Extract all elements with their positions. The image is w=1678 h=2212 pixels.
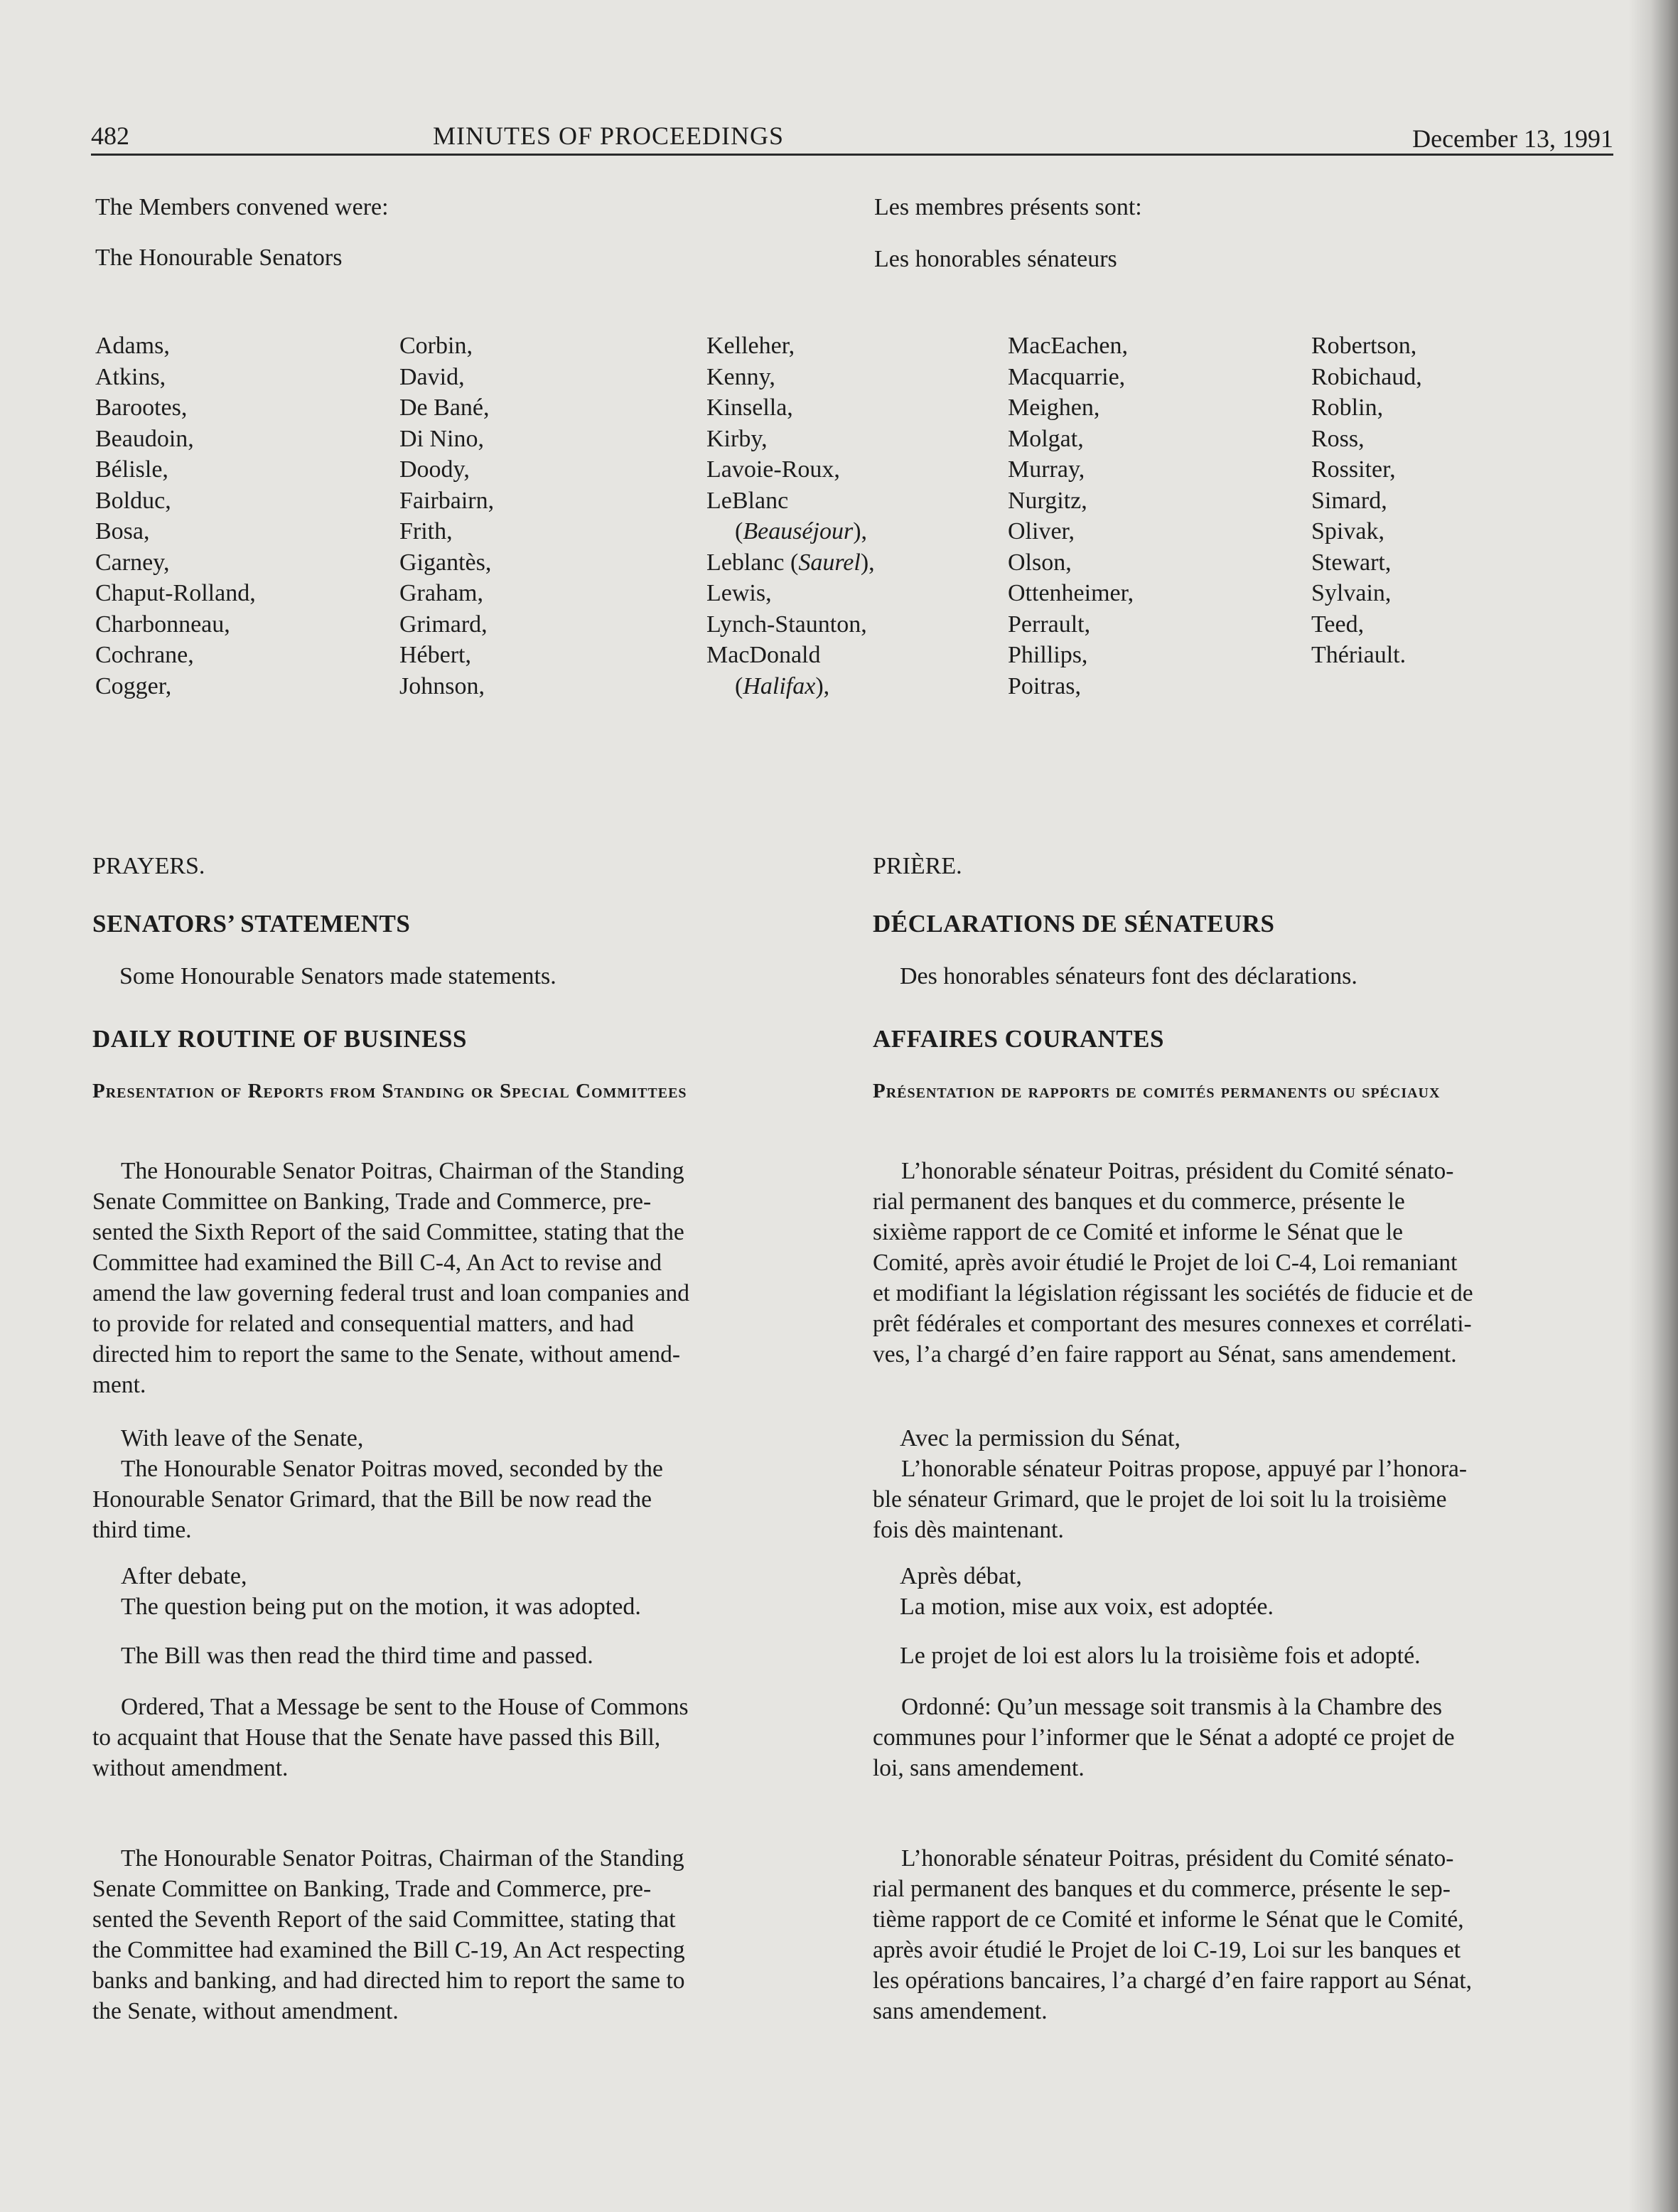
statements-text-fr: Des honorables sénateurs font des déclarations. [900,963,1357,989]
reports-heading-en: Presentation of Reports from Standing or Special Committees [92,1080,687,1102]
senator-name: Doody, [399,456,470,483]
paragraph-line: third time. [92,1517,192,1543]
sixth-report-en [92,1156,835,1400]
senator-name: Phillips, [1008,642,1088,668]
senator-name: Bélisle, [95,456,168,483]
paragraph-line: Comité, après avoir étudié le Projet de loi C-4, Loi remaniant [873,1250,1458,1276]
seventh-report-en [92,1843,835,2026]
senator-name: Adams, [95,333,170,359]
senator-name: Kirby, [706,425,768,452]
senator-name: Oliver, [1008,518,1075,544]
senator-name: Chaput-Rolland, [95,580,256,606]
senator-name: Molgat, [1008,425,1084,452]
senator-name: Thériault. [1311,642,1407,668]
paragraph-line: Ordered, That a Message be sent to the House of Commons [121,1694,689,1720]
prayers-fr: PRIÈRE. [873,853,962,879]
paragraph-line: loi, sans amendement. [873,1755,1085,1781]
paragraph-line: The Honourable Senator Poitras moved, seconded by the [121,1456,663,1482]
paragraph-line: sixième rapport de ce Comité et informe le Sénat que le [873,1219,1404,1245]
leave-en: With leave of the Senate, [121,1425,364,1451]
paragraph-line: Senate Committee on Banking, Trade and Commerce, pre- [92,1188,652,1215]
senator-name: Corbin, [399,333,473,359]
paragraph-line: sented the Seventh Report of the said Committee, stating that [92,1906,676,1933]
paragraph-line: Senate Committee on Banking, Trade and Commerce, pre- [92,1876,652,1902]
honourable-senators-fr: Les honorables sénateurs [874,246,1117,272]
paragraph-line: the Senate, without amendment. [92,1998,399,2024]
senator-name: Bolduc, [95,487,171,514]
senator-name: Murray, [1008,456,1085,483]
senator-name: Charbonneau, [95,611,230,638]
sixth-report-fr [873,1156,1615,1370]
leave-fr: Avec la permission du Sénat, [900,1425,1181,1451]
senator-name: Perrault, [1008,611,1091,638]
paragraph-line: rial permanent des banques et du commerce, présente le [873,1188,1405,1215]
senator-name: Graham, [399,580,484,606]
senator-name: Hébert, [399,642,472,668]
seventh-report-fr [873,1843,1615,2026]
senator-name: Spivak, [1311,518,1384,544]
paragraph-line: the Committee had examined the Bill C-19, An Act respecting [92,1937,685,1963]
senator-name: De Bané, [399,394,490,421]
senator-list-column-1 [95,331,256,702]
paragraph-line: ble sénateur Grimard, que le projet de loi soit lu la troisième [873,1486,1447,1513]
senator-name: David, [399,363,465,390]
paragraph-line: The Honourable Senator Poitras, Chairman of the Standing [121,1158,684,1184]
routine-heading-en: DAILY ROUTINE OF BUSINESS [92,1025,467,1053]
question-adopted-fr: La motion, mise aux voix, est adoptée. [900,1594,1274,1620]
senator-name: Meighen, [1008,394,1100,421]
senator-name: Lavoie-Roux, [706,456,840,483]
senator-name: Ottenheimer, [1008,580,1134,606]
senator-name: Robichaud, [1311,363,1422,390]
senator-name: MacDonald [706,642,821,668]
paragraph-line: L’honorable sénateur Poitras propose, appuyé par l’honora- [901,1456,1468,1482]
senator-name: Carney, [95,549,170,576]
paragraph-line: après avoir étudié le Projet de loi C-19, Loi sur les banques et [873,1937,1461,1963]
senator-name: Lewis, [706,580,772,606]
paragraph-line: ment. [92,1372,146,1398]
third-reading-fr: Le projet de loi est alors lu la troisième fois et adopté. [900,1643,1421,1669]
senator-name: Poitras, [1008,672,1081,699]
senator-name: Fairbairn, [399,487,495,514]
question-adopted-en: The question being put on the motion, it was adopted. [121,1594,641,1620]
paragraph-line: communes pour l’informer que le Sénat a adopté ce projet de [873,1724,1455,1751]
senator-list-column-5 [1311,331,1422,671]
senator-name: Macquarrie, [1008,363,1126,390]
header-rule [91,154,1613,156]
paragraph-line: les opérations bancaires, l’a chargé d’en faire rapport au Sénat, [873,1967,1473,1994]
third-reading-en: The Bill was then read the third time and passed. [121,1643,593,1669]
page-number: 482 [91,122,129,150]
running-title: MINUTES OF PROCEEDINGS [432,122,785,150]
paragraph-line: to acquaint that House that the Senate have passed this Bill, [92,1724,661,1751]
senator-name: Frith, [399,518,453,544]
paragraph-line: ves, l’a chargé d’en faire rapport au Sénat, sans amendement. [873,1341,1457,1368]
paragraph-line: without amendment. [92,1755,289,1781]
senator-name: Nurgitz, [1008,487,1087,514]
paragraph-line: sans amendement. [873,1998,1048,2024]
ordered-fr [873,1692,1615,1783]
statements-text-en: Some Honourable Senators made statements. [119,963,556,989]
reports-heading-fr: Présentation de rapports de comités permanents ou spéciaux [873,1080,1441,1102]
senator-name: Leblanc (Saurel), [706,549,875,576]
senator-name: Cogger, [95,672,172,699]
senator-name: Simard, [1311,487,1387,514]
after-debate-fr: Après débat, [900,1563,1022,1589]
ordered-en [92,1692,835,1783]
senator-name: Kinsella, [706,394,793,421]
paragraph-line: fois dès maintenant. [873,1517,1064,1543]
paragraph-line: directed him to report the same to the Senate, without amend- [92,1341,681,1368]
paragraph-line: sented the Sixth Report of the said Committee, stating that the [92,1219,684,1245]
senator-name: Stewart, [1311,549,1392,576]
senator-name: Gigantès, [399,549,492,576]
senator-name: Roblin, [1311,394,1384,421]
honourable-senators-en: The Honourable Senators [95,245,343,271]
prayers-en: PRAYERS. [92,853,205,879]
members-convened-en: The Members convened were: [95,194,389,220]
senator-name: Rossiter, [1311,456,1396,483]
senator-list-column-3 [706,331,875,702]
senator-name: MacEachen, [1008,333,1128,359]
senator-list-column-4 [1008,331,1134,702]
senator-name: Beaudoin, [95,425,194,452]
motion-en [92,1454,835,1545]
senator-name: Lynch-Staunton, [706,611,867,638]
paragraph-line: The Honourable Senator Poitras, Chairman of the Standing [121,1845,684,1872]
after-debate-en: After debate, [121,1563,247,1589]
senator-name: Bosa, [95,518,150,544]
paragraph-line: Ordonné: Qu’un message soit transmis à la Chambre des [901,1694,1443,1720]
senator-name: (Beauséjour), [735,518,868,544]
paragraph-line: amend the law governing federal trust and loan companies and [92,1280,690,1306]
senator-name: Atkins, [95,363,166,390]
paragraph-line: et modifiant la législation régissant les sociétés de fiducie et de [873,1280,1473,1306]
senator-name: Olson, [1008,549,1072,576]
paragraph-line: to provide for related and consequential matters, and had [92,1311,634,1337]
motion-fr [873,1454,1615,1545]
senator-name: Johnson, [399,672,485,699]
senator-name: Grimard, [399,611,488,638]
members-convened-fr: Les membres présents sont: [874,194,1142,220]
paragraph-line: L’honorable sénateur Poitras, président du Comité sénato- [901,1158,1454,1184]
paragraph-line: rial permanent des banques et du commerce, présente le sep- [873,1876,1451,1902]
senator-name: Ross, [1311,425,1365,452]
statements-heading-fr: DÉCLARATIONS DE SÉNATEURS [873,910,1275,938]
senator-name: Sylvain, [1311,580,1392,606]
senator-name: Di Nino, [399,425,484,452]
statements-heading-en: SENATORS’ STATEMENTS [92,910,411,938]
paragraph-line: banks and banking, and had directed him to report the same to [92,1967,685,1994]
page-edge-shadow [1628,0,1678,2212]
header-date: December 13, 1991 [1412,124,1613,153]
senator-name: Kenny, [706,363,775,390]
senator-name: Robertson, [1311,333,1417,359]
routine-heading-fr: AFFAIRES COURANTES [873,1025,1164,1053]
senator-name: (Halifax), [735,672,830,699]
paragraph-line: Committee had examined the Bill C-4, An Act to revise and [92,1250,662,1276]
senator-name: Barootes, [95,394,188,421]
paragraph-line: Honourable Senator Grimard, that the Bill be now read the [92,1486,652,1513]
senator-name: LeBlanc [706,487,789,514]
senator-list-column-2 [399,331,494,702]
running-header [91,114,1613,156]
senator-name: Cochrane, [95,642,194,668]
paragraph-line: L’honorable sénateur Poitras, président du Comité sénato- [901,1845,1454,1872]
senator-name: Kelleher, [706,333,795,359]
paragraph-line: tième rapport de ce Comité et informe le Sénat que le Comité, [873,1906,1464,1933]
paragraph-line: prêt fédérales et comportant des mesures connexes et corrélati- [873,1311,1472,1337]
senator-name: Teed, [1311,611,1365,638]
